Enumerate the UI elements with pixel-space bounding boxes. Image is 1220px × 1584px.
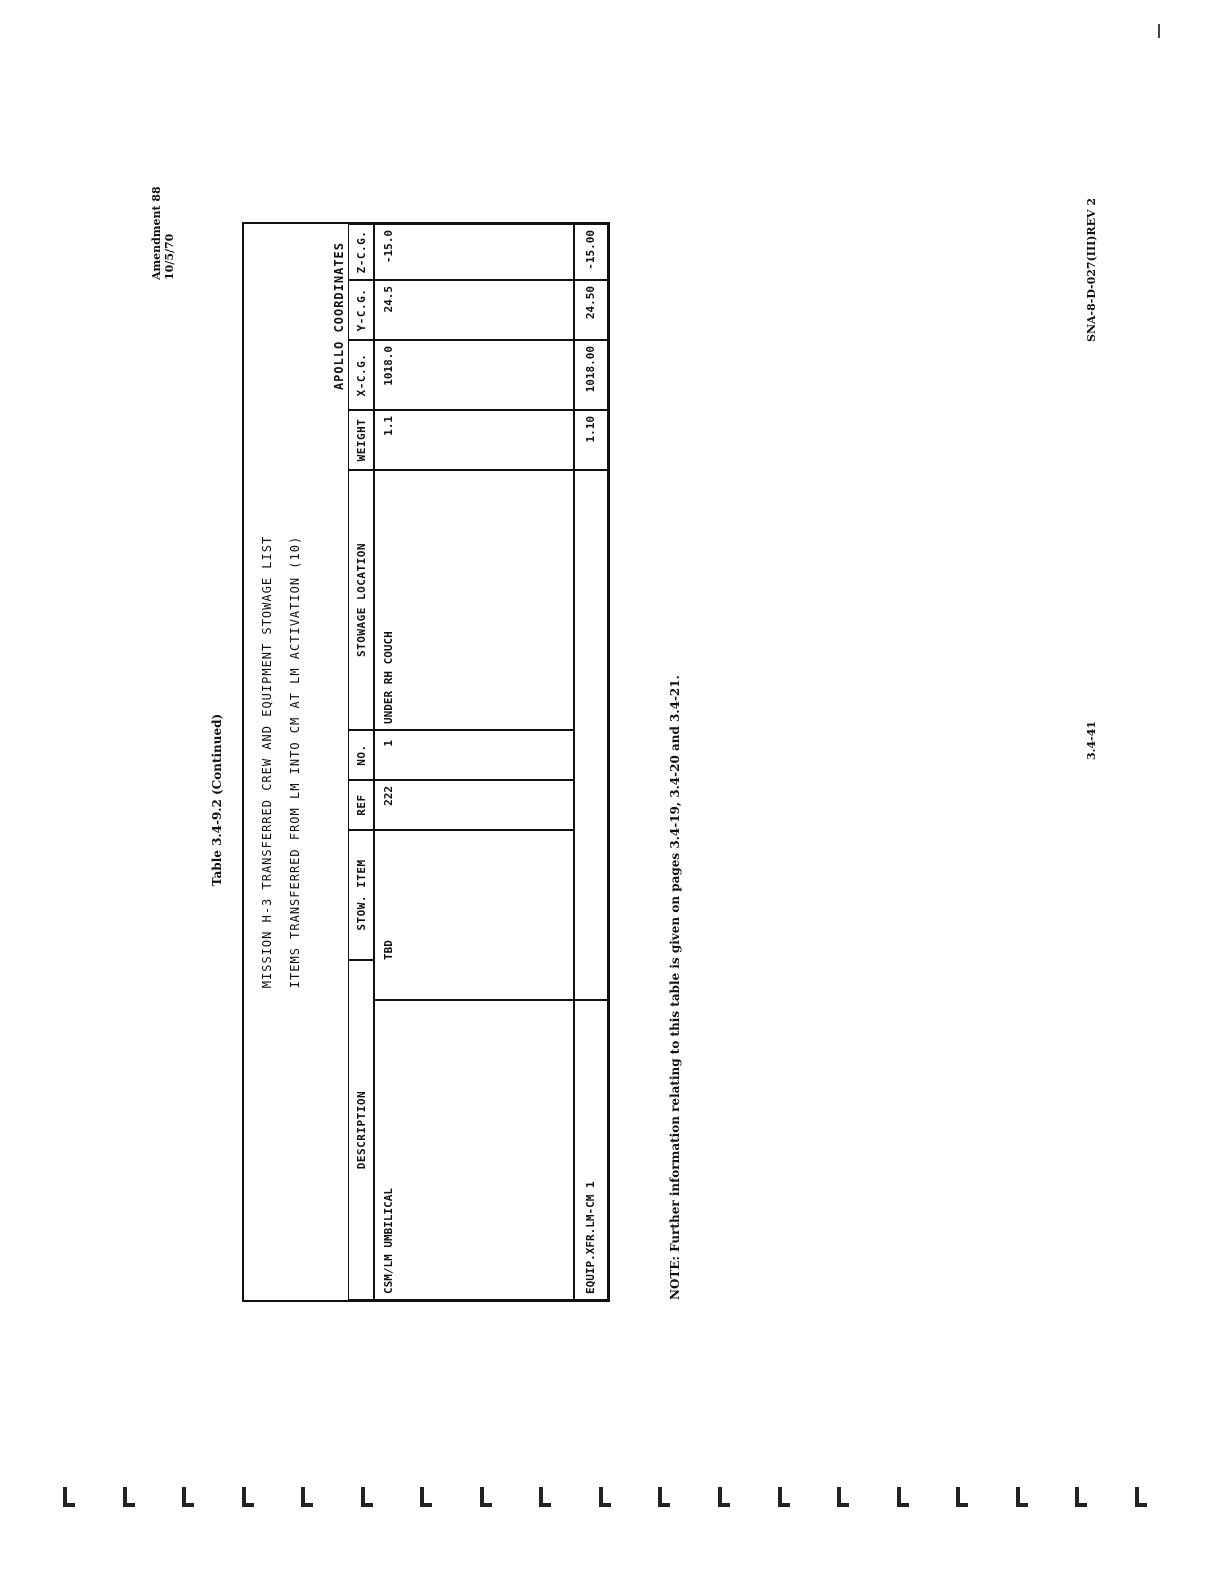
scan-mark xyxy=(298,1487,316,1507)
scan-mark xyxy=(894,1487,912,1507)
row-z-cg: -15.0 xyxy=(382,230,395,264)
col-y-cg: Y-C.G. xyxy=(348,280,374,340)
scan-mark xyxy=(120,1487,138,1507)
row-x-cg: 1018.0 xyxy=(382,346,395,386)
table-title: Table 3.4-9.2 (Continued) xyxy=(210,713,224,887)
scan-mark xyxy=(1013,1487,1031,1507)
stowage-table xyxy=(242,222,610,1302)
col-stow-item: STOW. ITEM xyxy=(348,830,374,960)
z-cg-cell xyxy=(374,224,574,280)
scan-mark xyxy=(1132,1487,1150,1507)
no-cell xyxy=(374,730,574,780)
total-y-cg: 24.50 xyxy=(584,286,597,320)
table-heading-2: ITEMS TRANSFERRED FROM LM INTO CM AT LM ACTIVATION (10) xyxy=(288,535,302,989)
col-stowage-location: STOWAGE LOCATION xyxy=(348,470,374,730)
scan-mark xyxy=(536,1487,554,1507)
amendment-date: 10/5/70 xyxy=(163,233,176,280)
stow-item-cell xyxy=(374,830,574,1000)
row-description: CSM/LM UMBILICAL xyxy=(382,1188,395,1294)
scan-mark xyxy=(834,1487,852,1507)
row-location: UNDER RH COUCH xyxy=(382,631,395,724)
total-weight: 1.10 xyxy=(584,416,597,443)
description-cell xyxy=(374,1000,574,1300)
col-weight: WEIGHT xyxy=(348,410,374,470)
row-weight: 1.1 xyxy=(382,416,395,436)
scan-edge-marks xyxy=(60,1487,1150,1513)
location-cell xyxy=(374,470,574,730)
amendment-block xyxy=(150,186,176,280)
document-id: SNA-8-D-027(III)REV 2 xyxy=(1085,198,1098,342)
scan-mark xyxy=(358,1487,376,1507)
x-cg-cell xyxy=(374,340,574,410)
scan-mark xyxy=(655,1487,673,1507)
apollo-coordinates-heading: APOLLO COORDINATES xyxy=(332,242,346,391)
row-y-cg: 24.5 xyxy=(382,286,395,313)
col-z-cg: Z-C.G. xyxy=(348,224,374,280)
scan-mark xyxy=(953,1487,971,1507)
scan-mark xyxy=(1072,1487,1090,1507)
col-x-cg: X-C.G. xyxy=(348,340,374,410)
scan-mark xyxy=(60,1487,78,1507)
scan-mark xyxy=(477,1487,495,1507)
scan-mark xyxy=(179,1487,197,1507)
row-ref: 222 xyxy=(382,786,395,806)
rotated-page xyxy=(140,150,1140,1450)
ref-cell xyxy=(374,780,574,830)
table-note: NOTE: Further information relating to this table is given on pages 3.4-19, 3.4-20 and 3.4-21. xyxy=(668,675,682,1300)
scan-mark xyxy=(715,1487,733,1507)
weight-cell xyxy=(374,410,574,470)
corner-mark xyxy=(1158,24,1160,38)
total-label: EQUIP.XFR.LM-CM 1 xyxy=(584,1181,597,1294)
total-blank-cell xyxy=(574,470,608,1000)
scan-mark xyxy=(239,1487,257,1507)
table-heading-1: MISSION H-3 TRANSFERRED CREW AND EQUIPMENT STOWAGE LIST xyxy=(260,535,274,989)
y-cg-cell xyxy=(374,280,574,340)
total-x-cg: 1018.00 xyxy=(584,346,597,393)
total-z-cg: -15.00 xyxy=(584,230,597,270)
row-no: 1 xyxy=(382,740,395,747)
col-ref: REF xyxy=(348,780,374,830)
amendment-number: Amendment 88 xyxy=(150,186,163,280)
page-number: 3.4-41 xyxy=(1085,720,1098,760)
col-no: NO. xyxy=(348,730,374,780)
scan-mark xyxy=(596,1487,614,1507)
scan-mark xyxy=(417,1487,435,1507)
col-description: DESCRIPTION xyxy=(348,960,374,1300)
scan-mark xyxy=(775,1487,793,1507)
row-stow-item: TBD xyxy=(382,940,395,960)
